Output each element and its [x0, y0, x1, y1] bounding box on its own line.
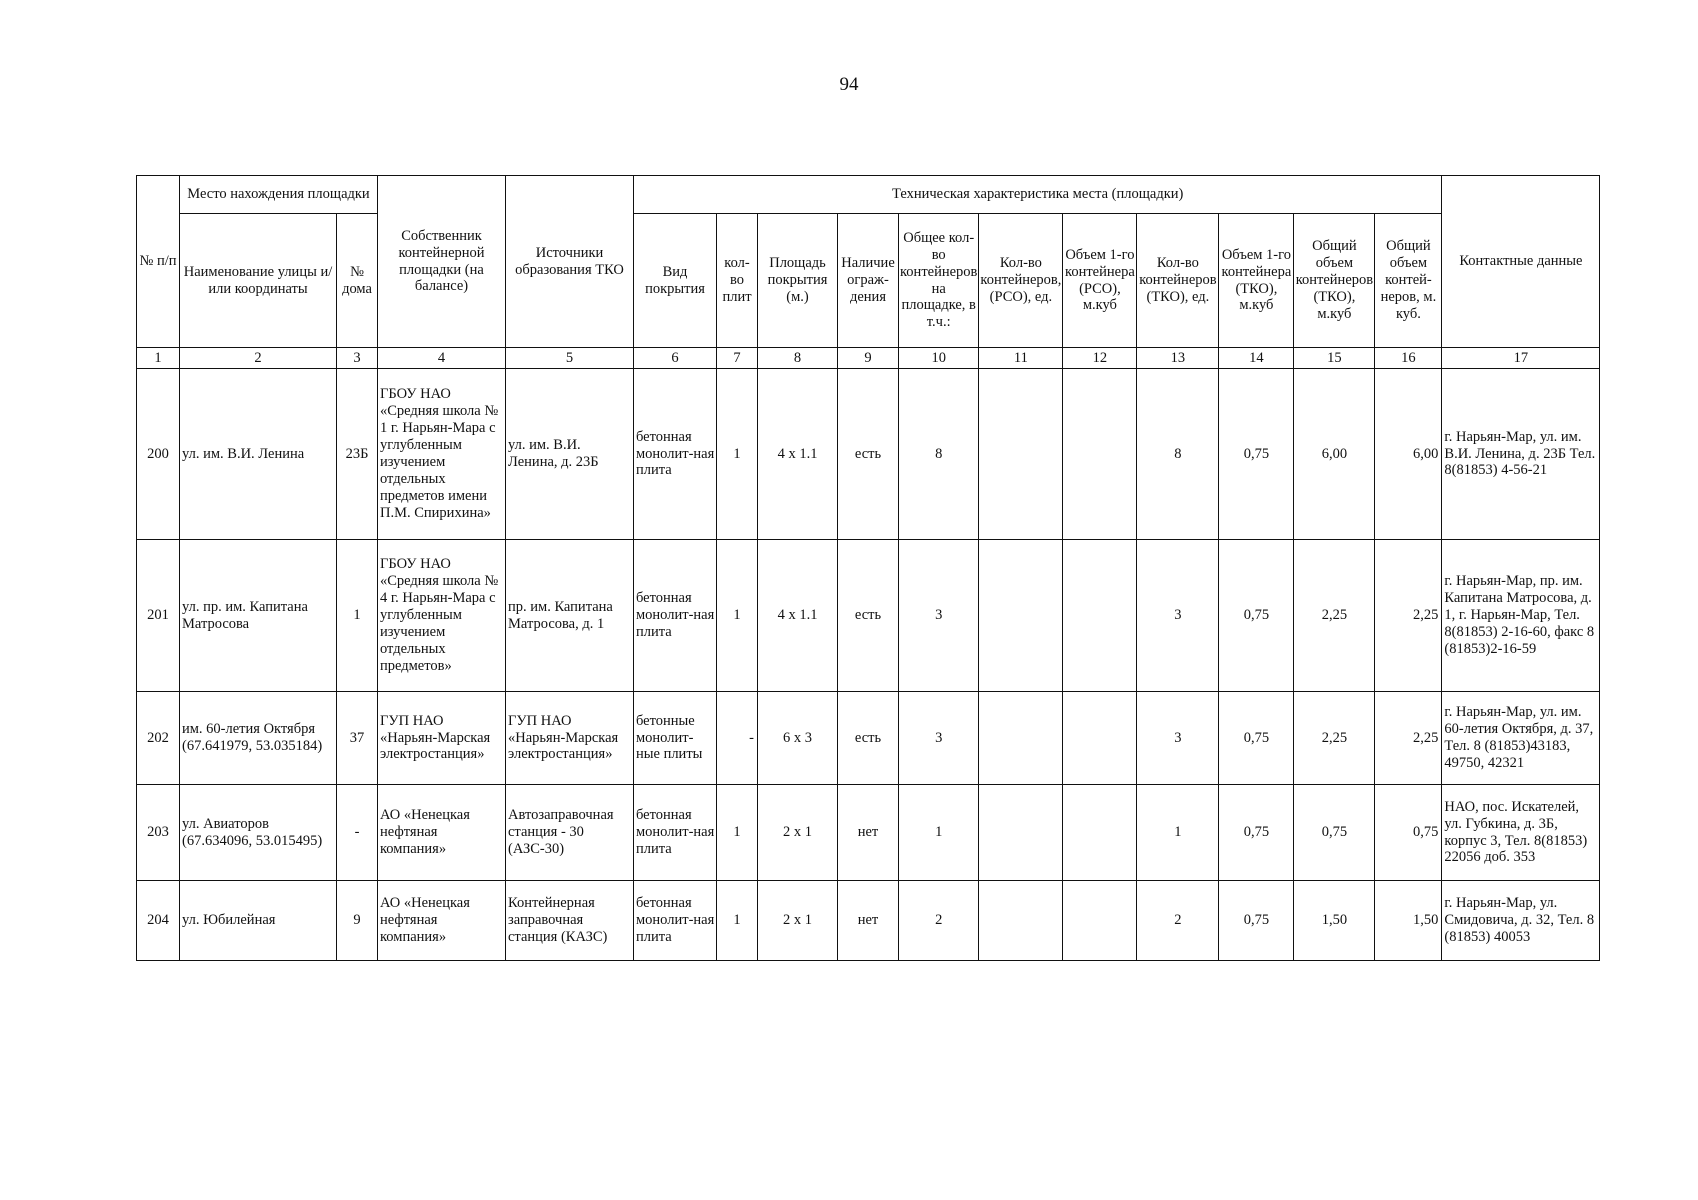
- header-owner: Собственник контейнерной площадки (на балансе): [378, 176, 506, 348]
- cell-total: 3: [899, 540, 979, 692]
- cell-number: 203: [137, 785, 180, 881]
- cell-house: 23Б: [337, 369, 378, 540]
- cell-rso-count: [979, 692, 1063, 785]
- column-number: 8: [758, 348, 838, 369]
- header-street: Наименование улицы и/или координаты: [180, 214, 337, 348]
- header-total-containers: Общее кол-во контейнеров на площадке, в т.ч.:: [899, 214, 979, 348]
- cell-total-volume: 6,00: [1375, 369, 1442, 540]
- cell-rso-volume: [1063, 692, 1137, 785]
- column-number: 17: [1442, 348, 1600, 369]
- header-location-group: Место нахождения площадки: [180, 176, 378, 214]
- column-number: 12: [1063, 348, 1137, 369]
- page-number: 94: [839, 74, 859, 95]
- cell-total: 2: [899, 881, 979, 961]
- cell-tko-count: 3: [1137, 692, 1219, 785]
- cell-owner: ГБОУ НАО «Средняя школа № 4 г. Нарьян-Мара с углубленным изучением отдельных предметов»: [378, 540, 506, 692]
- table-row: [137, 785, 1600, 881]
- cell-area: 4 x 1.1: [758, 369, 838, 540]
- cell-slabs: 1: [717, 785, 758, 881]
- cell-source: ул. им. В.И. Ленина, д. 23Б: [506, 369, 634, 540]
- cell-total-volume: 0,75: [1375, 785, 1442, 881]
- cell-street: ул. им. В.И. Ленина: [180, 369, 337, 540]
- cell-tko-total-volume: 1,50: [1294, 881, 1375, 961]
- cell-cover: бетонная монолит-ная плита: [634, 369, 717, 540]
- cell-fence: нет: [838, 881, 899, 961]
- header-cover-type: Вид покрытия: [634, 214, 717, 348]
- cell-street: ул. пр. им. Капитана Матросова: [180, 540, 337, 692]
- cell-area: 2 x 1: [758, 881, 838, 961]
- cell-slabs: 1: [717, 369, 758, 540]
- column-number: 11: [979, 348, 1063, 369]
- cell-total-volume: 2,25: [1375, 540, 1442, 692]
- cell-rso-count: [979, 785, 1063, 881]
- cell-tko-volume: 0,75: [1219, 692, 1294, 785]
- cell-rso-count: [979, 540, 1063, 692]
- header-fence: Наличие ограж-дения: [838, 214, 899, 348]
- cell-total: 1: [899, 785, 979, 881]
- cell-tko-total-volume: 2,25: [1294, 540, 1375, 692]
- cell-tko-volume: 0,75: [1219, 369, 1294, 540]
- cell-tko-volume: 0,75: [1219, 881, 1294, 961]
- cell-rso-volume: [1063, 369, 1137, 540]
- header-sources: Источники образования ТКО: [506, 176, 634, 348]
- cell-contacts: г. Нарьян-Мар, ул. им. 60-летия Октября, д. 37, Тел. 8 (81853)43183, 49750, 42321: [1442, 692, 1600, 785]
- cell-total: 8: [899, 369, 979, 540]
- cell-tko-count: 2: [1137, 881, 1219, 961]
- header-rso-count: Кол-во контейнеров, (РСО), ед.: [979, 214, 1063, 348]
- column-number-row: [137, 348, 1600, 369]
- column-number: 15: [1294, 348, 1375, 369]
- cell-slabs: -: [717, 692, 758, 785]
- cell-rso-volume: [1063, 785, 1137, 881]
- header-tko-volume: Объем 1-го контейнера (ТКО), м.куб: [1219, 214, 1294, 348]
- cell-cover: бетонная монолит-ная плита: [634, 540, 717, 692]
- table-row: [137, 540, 1600, 692]
- cell-number: 201: [137, 540, 180, 692]
- cell-tko-count: 3: [1137, 540, 1219, 692]
- cell-fence: нет: [838, 785, 899, 881]
- header-total-volume: Общий объем контей-неров, м. куб.: [1375, 214, 1442, 348]
- header-rso-volume: Объем 1-го контейнера (РСО), м.куб: [1063, 214, 1137, 348]
- header-contacts: Контактные данные: [1442, 176, 1600, 348]
- cell-owner: АО «Ненецкая нефтяная компания»: [378, 881, 506, 961]
- cell-source: Автозаправочная станция - 30 (АЗС-30): [506, 785, 634, 881]
- cell-house: 1: [337, 540, 378, 692]
- cell-area: 4 x 1.1: [758, 540, 838, 692]
- cell-cover: бетонная монолит-ная плита: [634, 785, 717, 881]
- cell-rso-volume: [1063, 881, 1137, 961]
- column-number: 10: [899, 348, 979, 369]
- cell-slabs: 1: [717, 881, 758, 961]
- cell-total: 3: [899, 692, 979, 785]
- column-number: 4: [378, 348, 506, 369]
- column-number: 3: [337, 348, 378, 369]
- cell-owner: ГБОУ НАО «Средняя школа № 1 г. Нарьян-Мара с углубленным изучением отдельных предметов имени П.М. Спирихина»: [378, 369, 506, 540]
- column-number: 9: [838, 348, 899, 369]
- cell-fence: есть: [838, 692, 899, 785]
- header-slabs: кол-во плит: [717, 214, 758, 348]
- cell-source: пр. им. Капитана Матросова, д. 1: [506, 540, 634, 692]
- cell-contacts: г. Нарьян-Мар, ул. им. В.И. Ленина, д. 23Б Тел. 8(81853) 4-56-21: [1442, 369, 1600, 540]
- table-header: [137, 176, 1600, 369]
- cell-owner: ГУП НАО «Нарьян-Марская электростанция»: [378, 692, 506, 785]
- cell-street: им. 60-летия Октября (67.641979, 53.035184): [180, 692, 337, 785]
- container-sites-table: [136, 175, 1600, 961]
- cell-number: 204: [137, 881, 180, 961]
- header-tko-count: Кол-во контейнеров (ТКО), ед.: [1137, 214, 1219, 348]
- header-npp: № п/п: [137, 176, 180, 348]
- cell-owner: АО «Ненецкая нефтяная компания»: [378, 785, 506, 881]
- header-tko-total-volume: Общий объем контейнеров (ТКО), м.куб: [1294, 214, 1375, 348]
- cell-rso-count: [979, 881, 1063, 961]
- cell-tko-count: 8: [1137, 369, 1219, 540]
- column-number: 14: [1219, 348, 1294, 369]
- cell-area: 6 x 3: [758, 692, 838, 785]
- table-row: [137, 692, 1600, 785]
- column-number: 16: [1375, 348, 1442, 369]
- column-number: 2: [180, 348, 337, 369]
- cell-street: ул. Авиаторов (67.634096, 53.015495): [180, 785, 337, 881]
- cell-contacts: г. Нарьян-Мар, пр. им. Капитана Матросова, д. 1, г. Нарьян-Мар, Тел. 8(81853) 2-16-60, факс 8 (81853)2-16-59: [1442, 540, 1600, 692]
- cell-source: Контейнерная заправочная станция (КАЗС): [506, 881, 634, 961]
- cell-street: ул. Юбилейная: [180, 881, 337, 961]
- cell-tko-volume: 0,75: [1219, 540, 1294, 692]
- cell-number: 202: [137, 692, 180, 785]
- header-tech-group: Техническая характеристика места (площадки): [634, 176, 1442, 214]
- cell-fence: есть: [838, 540, 899, 692]
- cell-house: 9: [337, 881, 378, 961]
- cell-rso-count: [979, 369, 1063, 540]
- cell-tko-count: 1: [1137, 785, 1219, 881]
- cell-tko-total-volume: 6,00: [1294, 369, 1375, 540]
- cell-total-volume: 2,25: [1375, 692, 1442, 785]
- cell-area: 2 x 1: [758, 785, 838, 881]
- cell-number: 200: [137, 369, 180, 540]
- cell-contacts: г. Нарьян-Мар, ул. Смидовича, д. 32, Тел. 8 (81853) 40053: [1442, 881, 1600, 961]
- cell-rso-volume: [1063, 540, 1137, 692]
- table-row: [137, 881, 1600, 961]
- cell-cover: бетонные монолит-ные плиты: [634, 692, 717, 785]
- cell-fence: есть: [838, 369, 899, 540]
- column-number: 1: [137, 348, 180, 369]
- header-house: № дома: [337, 214, 378, 348]
- cell-cover: бетонная монолит-ная плита: [634, 881, 717, 961]
- cell-tko-total-volume: 2,25: [1294, 692, 1375, 785]
- cell-contacts: НАО, пос. Искателей, ул. Губкина, д. 3Б, корпус 3, Тел. 8(81853) 22056 доб. 353: [1442, 785, 1600, 881]
- cell-total-volume: 1,50: [1375, 881, 1442, 961]
- table-row: [137, 369, 1600, 540]
- cell-source: ГУП НАО «Нарьян-Марская электростанция»: [506, 692, 634, 785]
- registry-table-wrapper: [136, 175, 1600, 961]
- cell-house: -: [337, 785, 378, 881]
- column-number: 7: [717, 348, 758, 369]
- column-number: 5: [506, 348, 634, 369]
- cell-house: 37: [337, 692, 378, 785]
- column-number: 13: [1137, 348, 1219, 369]
- cell-tko-total-volume: 0,75: [1294, 785, 1375, 881]
- table-body: [137, 369, 1600, 961]
- cell-slabs: 1: [717, 540, 758, 692]
- column-number: 6: [634, 348, 717, 369]
- cell-tko-volume: 0,75: [1219, 785, 1294, 881]
- header-cover-area: Площадь покрытия (м.): [758, 214, 838, 348]
